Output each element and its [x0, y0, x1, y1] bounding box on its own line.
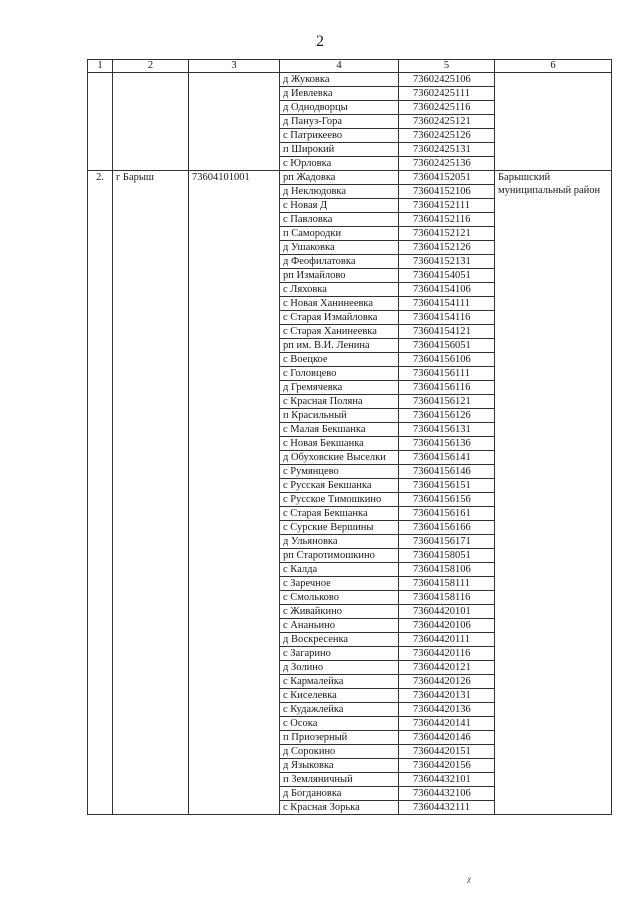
settlement-name: с Калда — [280, 563, 399, 577]
settlement-code: 73604420131 — [399, 689, 495, 703]
settlement-code: 73604420151 — [399, 745, 495, 759]
settlement-name: д Жуковка — [280, 73, 399, 87]
settlement-name: с Малая Бекшанка — [280, 423, 399, 437]
settlement-code: 73604420156 — [399, 759, 495, 773]
settlement-name: с Павловка — [280, 213, 399, 227]
header-col-5: 5 — [399, 60, 495, 73]
settlement-name: д Гремячевка — [280, 381, 399, 395]
header-col-3: 3 — [189, 60, 280, 73]
table-row — [88, 171, 612, 185]
settlement-name: д Однодворцы — [280, 101, 399, 115]
settlement-name: с Кармалейка — [280, 675, 399, 689]
settlement-name: с Живайкино — [280, 605, 399, 619]
settlement-code: 73604156116 — [399, 381, 495, 395]
settlement-code: 73604152111 — [399, 199, 495, 213]
settlement-code: 73604152131 — [399, 255, 495, 269]
settlement-name: д Языковка — [280, 759, 399, 773]
settlement-name: д Богдановка — [280, 787, 399, 801]
table-row — [88, 73, 612, 87]
settlement-code: 73604156141 — [399, 451, 495, 465]
settlement-code: 73604154111 — [399, 297, 495, 311]
settlement-code: 73604156151 — [399, 479, 495, 493]
settlement-code: 73604156131 — [399, 423, 495, 437]
district-name: Барышский муниципальный район — [495, 171, 612, 815]
settlement-name: рп Жадовка — [280, 171, 399, 185]
settlement-code: 73604152051 — [399, 171, 495, 185]
header-row — [88, 60, 612, 73]
settlement-code: 73604156136 — [399, 437, 495, 451]
settlement-code: 73602425111 — [399, 87, 495, 101]
settlement-code: 73604154121 — [399, 325, 495, 339]
settlement-name: с Загарино — [280, 647, 399, 661]
settlement-name: с Заречное — [280, 577, 399, 591]
settlement-name: с Румянцево — [280, 465, 399, 479]
settlement-name: д Ульяновка — [280, 535, 399, 549]
settlement-code: 73604156121 — [399, 395, 495, 409]
settlement-name: п Приозерный — [280, 731, 399, 745]
settlement-code: 73604156146 — [399, 465, 495, 479]
settlement-code: 73604156166 — [399, 521, 495, 535]
settlement-name: п Самородки — [280, 227, 399, 241]
settlement-code: 73604156161 — [399, 507, 495, 521]
settlement-name: д Иевлевка — [280, 87, 399, 101]
settlement-name: с Ананьино — [280, 619, 399, 633]
settlement-code: 73604154051 — [399, 269, 495, 283]
settlement-code: 73604156126 — [399, 409, 495, 423]
settlement-name: д Феофилатовка — [280, 255, 399, 269]
table-body — [88, 60, 612, 815]
settlement-code: 73604420101 — [399, 605, 495, 619]
header-col-2: 2 — [113, 60, 189, 73]
settlement-name: с Новая Бекшанка — [280, 437, 399, 451]
settlement-code: 73604152106 — [399, 185, 495, 199]
settlement-code: 73604432106 — [399, 787, 495, 801]
group1-col-1-cell — [88, 73, 113, 171]
settlement-code: 73604158111 — [399, 577, 495, 591]
settlement-code: 73604420116 — [399, 647, 495, 661]
settlement-code: 73602425116 — [399, 101, 495, 115]
city-code: 73604101001 — [189, 171, 280, 815]
header-col-6: 6 — [495, 60, 612, 73]
settlement-name: с Воецкое — [280, 353, 399, 367]
group1-col-3-cell — [189, 73, 280, 171]
settlement-name: д Неклюдовка — [280, 185, 399, 199]
settlement-code: 73604420136 — [399, 703, 495, 717]
settlement-code: 73604420111 — [399, 633, 495, 647]
settlement-name: рп Измайлово — [280, 269, 399, 283]
group1-col-6-cell — [495, 73, 612, 171]
city-name: г Барыш — [113, 171, 189, 815]
settlement-name: с Красная Поляна — [280, 395, 399, 409]
settlement-name: с Патрикеево — [280, 129, 399, 143]
settlement-code: 73604154106 — [399, 283, 495, 297]
settlement-name: с Ляховка — [280, 283, 399, 297]
settlement-code: 73604158051 — [399, 549, 495, 563]
page-number: 2 — [316, 33, 324, 50]
settlement-code: 73604156051 — [399, 339, 495, 353]
settlement-code: 73604432111 — [399, 801, 495, 815]
settlement-name: с Головцево — [280, 367, 399, 381]
settlement-name: д Воскресенка — [280, 633, 399, 647]
settlement-name: с Русское Тимошкино — [280, 493, 399, 507]
settlement-code: 73604420146 — [399, 731, 495, 745]
settlement-name: рп Старотимошкино — [280, 549, 399, 563]
settlement-name: с Юрловка — [280, 157, 399, 171]
settlement-name: д Обуховские Выселки — [280, 451, 399, 465]
settlement-name: с Киселевка — [280, 689, 399, 703]
row-number: 2. — [88, 171, 113, 815]
settlement-code: 73604156111 — [399, 367, 495, 381]
settlement-name: п Красильный — [280, 409, 399, 423]
settlement-code: 73604156156 — [399, 493, 495, 507]
settlement-name: с Сурские Вершины — [280, 521, 399, 535]
settlement-name: с Новая Ханинеевка — [280, 297, 399, 311]
settlement-code: 73602425136 — [399, 157, 495, 171]
settlements-table — [87, 59, 612, 815]
settlement-code: 73604156171 — [399, 535, 495, 549]
settlement-name: с Кудажлейка — [280, 703, 399, 717]
settlement-name: с Старая Бекшанка — [280, 507, 399, 521]
settlement-name: с Новая Д — [280, 199, 399, 213]
settlement-code: 73604154116 — [399, 311, 495, 325]
settlement-name: с Смольково — [280, 591, 399, 605]
header-col-1: 1 — [88, 60, 113, 73]
settlement-code: 73602425126 — [399, 129, 495, 143]
settlement-code: 73604152126 — [399, 241, 495, 255]
settlement-name: с Старая Измайловка — [280, 311, 399, 325]
settlement-name: с Русская Бекшанка — [280, 479, 399, 493]
settlement-name: с Красная Зорька — [280, 801, 399, 815]
settlement-name: д Пануз-Гора — [280, 115, 399, 129]
settlement-name: с Осока — [280, 717, 399, 731]
settlement-name: п Широкий — [280, 143, 399, 157]
footer-mark: ᵡ — [467, 873, 471, 888]
settlement-code: 73604420126 — [399, 675, 495, 689]
settlement-name: д Ушаковка — [280, 241, 399, 255]
settlement-code: 73604420121 — [399, 661, 495, 675]
settlement-code: 73604152116 — [399, 213, 495, 227]
settlement-name: п Земляничный — [280, 773, 399, 787]
settlement-code: 73602425121 — [399, 115, 495, 129]
settlement-name: с Старая Ханинеевка — [280, 325, 399, 339]
settlement-code: 73604432101 — [399, 773, 495, 787]
settlement-code: 73604152121 — [399, 227, 495, 241]
settlement-name: рп им. В.И. Ленина — [280, 339, 399, 353]
group1-col-2-cell — [113, 73, 189, 171]
settlement-name: д Сорокино — [280, 745, 399, 759]
settlement-code: 73604420141 — [399, 717, 495, 731]
settlement-code: 73602425131 — [399, 143, 495, 157]
settlement-code: 73604420106 — [399, 619, 495, 633]
settlement-code: 73604156106 — [399, 353, 495, 367]
settlement-code: 73604158116 — [399, 591, 495, 605]
header-col-4: 4 — [280, 60, 399, 73]
settlement-code: 73602425106 — [399, 73, 495, 87]
settlement-code: 73604158106 — [399, 563, 495, 577]
settlement-name: д Золино — [280, 661, 399, 675]
